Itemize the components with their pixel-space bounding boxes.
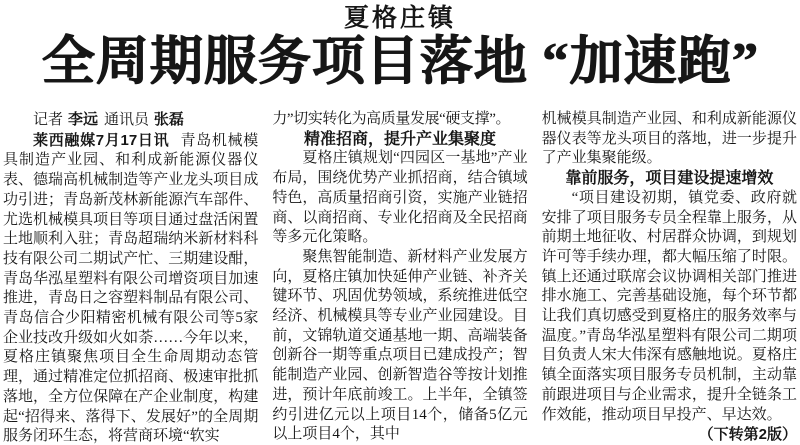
byline-role-reporter: 记者 — [33, 112, 64, 128]
paragraph-3-runover: 机械模具制造产业园、和利成新能源仪器仪表等龙头项目的落地，进一步提升了产业集聚能级。 — [541, 111, 797, 167]
byline — [3, 110, 258, 131]
lead-paragraph-runover: 力”切实转化为高质量发展“硬支撑”。 — [272, 111, 511, 127]
paragraph-4: “项目建设初期，镇党委、政府就安排了项目服务专员全程靠上服务，从前期土地征收、村居群众协调，到规划许可等手续办理，都大幅压缩了时限。镇上还通过联席会议协调相关部门推进排水施工、完善基础设施，每个环节都让我们真切感受到夏格庄的服务效率与温度。”青岛华泓星塑料有限公司二期项目负责人宋大伟深有感触地说。夏格庄镇全面落实项目服务专员机制，主动靠前跟进项目与企业需求，提升全链条工作效能，推动项目早投产、早达效。 — [541, 189, 797, 423]
kicker: 夏格庄镇 — [343, 5, 456, 32]
column-3 — [542, 110, 797, 445]
column-2 — [272, 110, 527, 445]
lead-paragraph-text: 青岛机械模具制造产业园、和利成新能源仪器仪表、德瑞高机械制造等产业龙头项目成功引进；青岛新茂林新能源汽车部件、尤选机械模具项目等项目通过盘活闲置土地顺利入驻；青岛超瑞纳米新材料科技有限公司二期试产忙、三期建设酣，青岛华泓星塑料有限公司增资项目加速推进，青岛日之容塑料制品有限公司、青岛信合少阳精密机械有限公司等5家企业技改升级如火如荼……今年以来，夏格庄镇聚焦项目全生命周期动态管理，通过精准定位抓招商、极速审批抓落地，全方位保障在产企业制度，构建起“招得来、落得下、发展好”的全周期服务闭环生态，将营商环境“软实 — [3, 132, 259, 445]
correspondent-name: 张磊 — [153, 111, 184, 128]
section-subhead-1: 精准招商，提升产业集聚度 — [303, 130, 496, 148]
column-1 — [3, 110, 258, 445]
turn-page-notice: （下转第2版） — [698, 426, 797, 444]
paragraph-3: 聚焦智能制造、新材料产业发展方向，夏格庄镇加快延伸产业链、补齐关键环节、巩固优势领域，系统推进低空经济、机械模具等专业产业园建设。目前，文锦轨道交通基地一期、高端装备创新谷一期等重点项目已建成投产；智能制造产业园、创新智造谷等按计划推进，预计年底前竣工。上半年，全镇签约引进亿元以上项目14个，储备5亿元以上项目4个，其中 — [272, 248, 528, 443]
dateline: 莱西融媒7月17日讯 — [33, 131, 170, 149]
byline-role-correspondent: 通讯员 — [103, 112, 149, 128]
main-headline: 全周期服务项目落地 “加速跑” — [41, 33, 759, 91]
section-subhead-2: 靠前服务，项目建设提速增效 — [565, 170, 774, 188]
paragraph-2: 夏格庄镇规划“四园区一基地”产业布局，围绕优势产业抓招商，结合镇域特色，高质量招商引资，实施产业链招商、以商招商、专业化招商及全民招商等多元化策略。 — [272, 150, 528, 246]
lead-paragraph — [3, 131, 258, 445]
reporter-name: 李远 — [67, 111, 98, 128]
article-columns — [3, 110, 797, 445]
